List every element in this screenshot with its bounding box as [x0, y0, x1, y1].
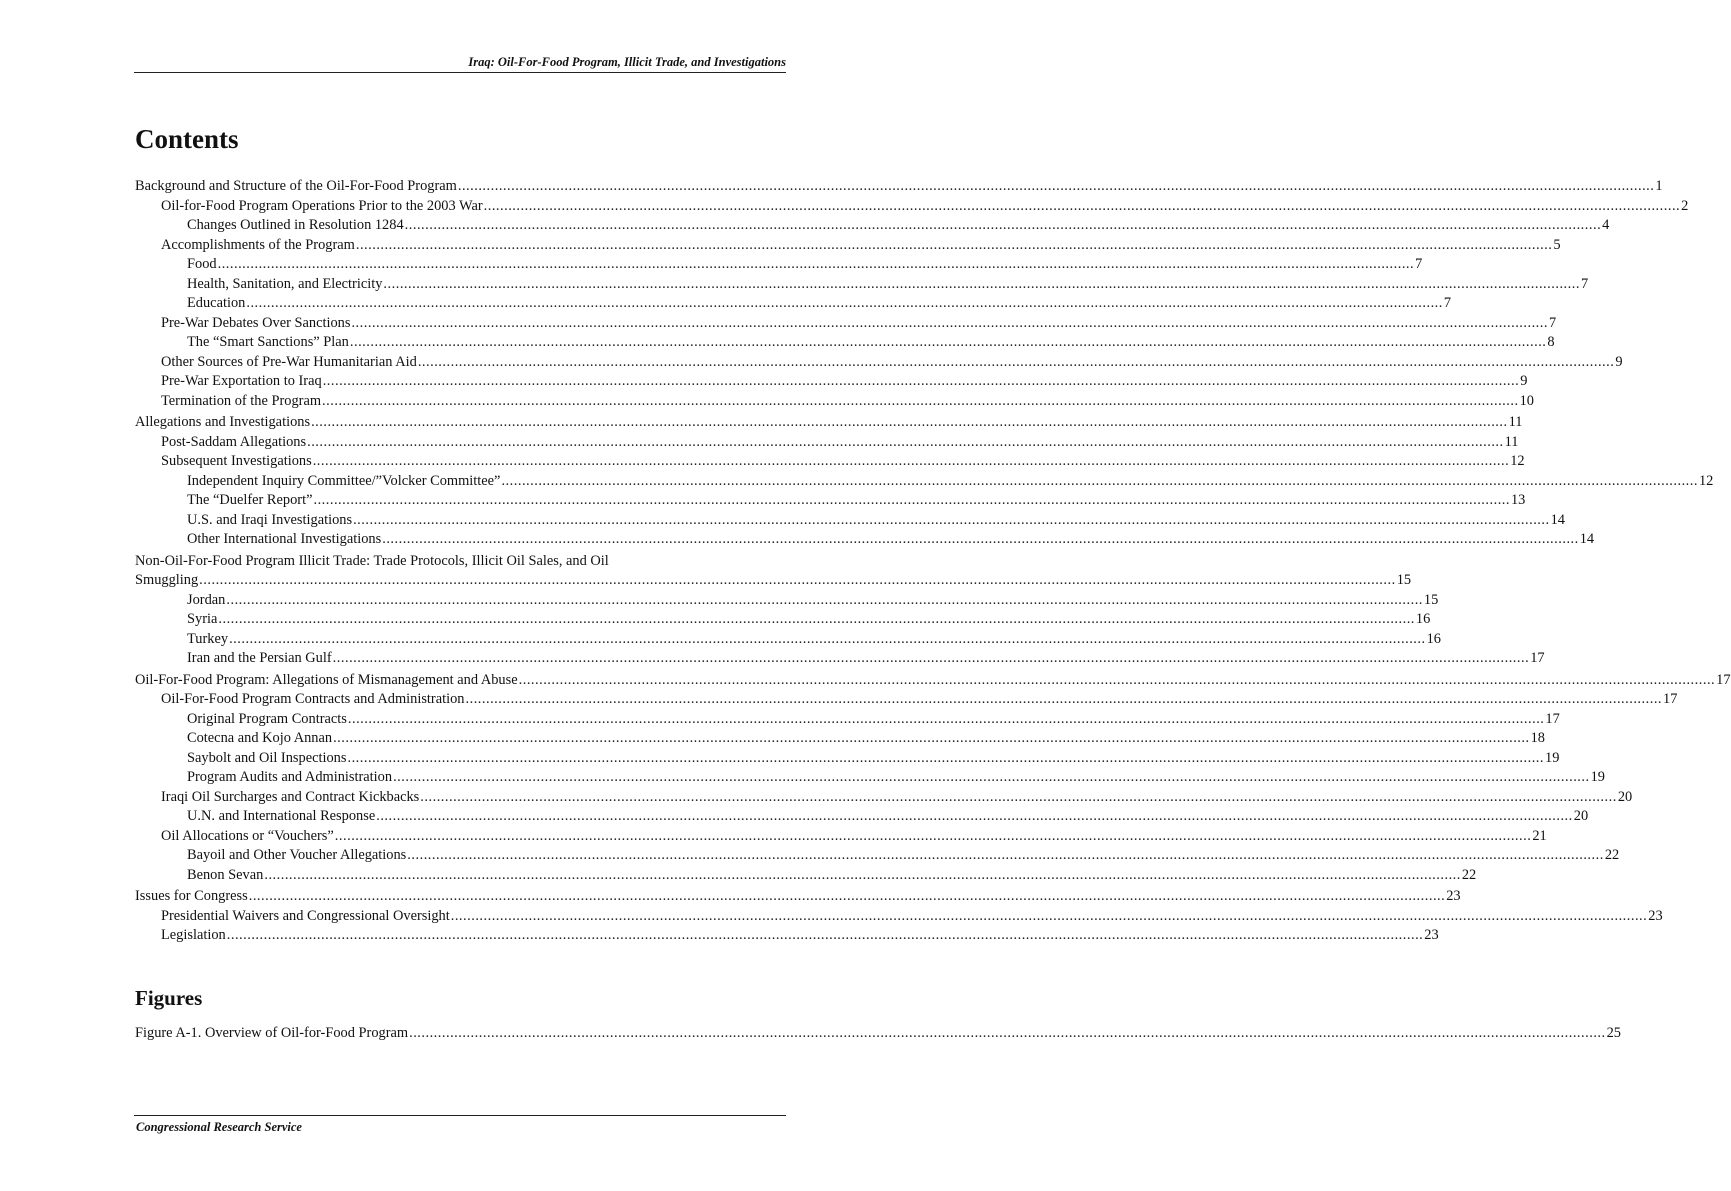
toc-entry-title: Pre-War Debates Over Sanctions: [161, 314, 351, 331]
toc-entry[interactable]: [135, 333, 1555, 353]
footer-text: Congressional Research Service: [136, 1120, 302, 1134]
dot-leader: [519, 671, 1716, 691]
toc-entry[interactable]: [135, 530, 1595, 550]
dot-leader: [376, 807, 1573, 827]
toc-entry-page: 19: [1590, 769, 1605, 785]
toc-entry-page: 2: [1681, 197, 1689, 214]
toc-entry-page: 7: [1415, 256, 1423, 272]
toc-entry[interactable]: [135, 671, 1731, 691]
toc-entry-page: 17: [1716, 671, 1731, 688]
toc-entry[interactable]: [135, 610, 1431, 630]
toc-entry-title: Jordan: [187, 591, 226, 608]
toc-entry-page: 25: [1606, 1025, 1621, 1041]
dot-leader: [382, 530, 1579, 550]
toc-entry-title: Issues for Congress: [135, 888, 248, 904]
toc-entry-page: 20: [1617, 788, 1633, 805]
dot-leader: [451, 907, 1648, 927]
toc-entry-title: Bayoil and Other Voucher Allegations: [187, 847, 407, 863]
toc-entry-title: Other Sources of Pre-War Humanitarian Aid: [161, 353, 417, 370]
toc-entry-title: U.S. and Iraqi Investigations: [187, 511, 353, 528]
toc-entry-title: Education: [187, 295, 246, 311]
toc-entry-page: 22: [1604, 847, 1620, 863]
toc-entry-title: Presidential Waivers and Congressional Oversight: [161, 907, 450, 924]
toc-entry-title: Changes Outlined in Resolution 1284: [187, 217, 404, 233]
toc-entry-page: 15: [1423, 591, 1439, 608]
toc-entry[interactable]: [135, 1024, 1621, 1044]
toc-entry[interactable]: [135, 749, 1560, 769]
dot-leader: [418, 353, 1615, 373]
toc-entry[interactable]: [135, 846, 1620, 866]
toc-entry[interactable]: [135, 472, 1714, 492]
toc-entry-page: 8: [1547, 334, 1555, 350]
dot-leader: [333, 649, 1530, 669]
toc-entry-page: 12: [1510, 453, 1525, 469]
toc-entry-title: Iran and the Persian Gulf: [187, 650, 332, 666]
toc-entry[interactable]: [135, 807, 1589, 827]
toc-entry-title: Independent Inquiry Committee/”Volcker Committee”: [187, 472, 501, 489]
toc-entry-page: 11: [1504, 433, 1519, 450]
toc-entry-title: Health, Sanitation, and Electricity: [187, 275, 383, 292]
dot-leader: [246, 294, 1443, 314]
toc-entry[interactable]: [135, 591, 1439, 611]
toc-entry-page: 16: [1426, 630, 1441, 647]
toc-entry-title: Pre-War Exportation to Iraq: [161, 373, 322, 389]
toc-entry-page: 4: [1602, 217, 1610, 233]
toc-entry[interactable]: [135, 314, 1557, 334]
toc-entry-title: Program Audits and Administration: [187, 769, 393, 785]
dot-leader: [458, 177, 1655, 197]
toc-entry-page: 12: [1698, 472, 1714, 489]
toc-entry-page: 21: [1532, 827, 1547, 844]
toc-entry-page: 7: [1548, 314, 1557, 331]
toc-entry-title: Oil-For-Food Program Contracts and Administration: [161, 691, 465, 707]
toc-entry-page: 7: [1443, 295, 1452, 311]
toc-entry-title: Other International Investigations: [187, 531, 382, 547]
dot-leader: [501, 472, 1698, 492]
dot-leader: [356, 236, 1553, 256]
toc-entry[interactable]: [135, 827, 1547, 847]
dot-leader: [466, 690, 1663, 710]
toc-entry-page: 19: [1545, 749, 1560, 766]
dot-leader: [311, 413, 1508, 433]
toc-entry-page: 13: [1510, 492, 1526, 508]
toc-entry-title: Food: [187, 256, 217, 272]
toc-entry-title: Oil Allocations or “Vouchers”: [161, 827, 334, 844]
toc-entry[interactable]: [135, 392, 1534, 412]
toc-entry-title: Accomplishments of the Program: [161, 236, 355, 253]
dot-leader: [351, 314, 1548, 334]
toc-entry[interactable]: [135, 768, 1605, 788]
toc-entry-page: 16: [1415, 611, 1431, 627]
toc-entry-title: The “Smart Sanctions” Plan: [187, 334, 349, 350]
toc-entry-title: Oil-for-Food Program Operations Prior to the 2003 War: [161, 197, 483, 214]
toc-entry[interactable]: [135, 729, 1545, 749]
toc-entry[interactable]: [135, 433, 1519, 453]
toc-entry-title: Post-Saddam Allegations: [161, 433, 307, 450]
dot-leader: [218, 610, 1415, 630]
toc-entry[interactable]: [135, 511, 1565, 531]
toc-entry-title-line1[interactable]: Non-Oil-For-Food Program Illicit Trade: Trade Protocols, Illicit Oil Sales, and Oil: [135, 552, 609, 569]
figures-heading: Figures: [135, 986, 203, 1010]
toc-entry-page: 23: [1424, 927, 1439, 943]
toc-entry-page: 23: [1446, 888, 1461, 904]
toc-entry-title: Original Program Contracts: [187, 710, 347, 727]
toc-entry-page: 20: [1573, 808, 1589, 824]
toc-entry-page: 17: [1530, 650, 1545, 666]
toc-entry-title: U.N. and International Response: [187, 808, 376, 824]
toc-entry-page: 18: [1530, 730, 1545, 746]
dot-leader: [313, 491, 1510, 511]
dot-leader: [199, 571, 1396, 591]
toc-entry-page: 22: [1461, 866, 1477, 883]
toc-entry[interactable]: [135, 236, 1561, 256]
dot-leader: [227, 926, 1424, 946]
toc-entry-page: 14: [1579, 531, 1595, 547]
toc-entry[interactable]: [135, 255, 1423, 275]
dot-leader: [226, 591, 1423, 611]
toc-entry[interactable]: [135, 177, 1663, 197]
toc-entry-title: Turkey: [187, 630, 229, 647]
toc-entry-title: Smuggling: [135, 572, 199, 588]
toc-entry-title: Allegations and Investigations: [135, 414, 311, 430]
dot-leader: [333, 729, 1530, 749]
toc-entry[interactable]: [135, 275, 1589, 295]
dot-leader: [229, 630, 1426, 650]
toc-entry-title: Iraqi Oil Surcharges and Contract Kickbacks: [161, 788, 420, 805]
toc-entry[interactable]: [135, 491, 1526, 511]
header-rule: [134, 72, 786, 73]
list-of-figures: [135, 1024, 1621, 1044]
toc-entry[interactable]: [135, 630, 1441, 650]
toc-entry-page: 17: [1663, 691, 1678, 707]
toc-entry-page: 10: [1519, 392, 1534, 409]
dot-leader: [407, 846, 1604, 866]
toc-entry-title: The “Duelfer Report”: [187, 492, 313, 508]
toc-entry[interactable]: [135, 710, 1560, 730]
dot-leader: [322, 392, 1519, 412]
toc-entry-title: Termination of the Program: [161, 392, 322, 409]
footer-rule: [134, 1115, 786, 1116]
toc-entry-title: Background and Structure of the Oil-For-Food Program: [135, 178, 457, 194]
running-header: Iraq: Oil-For-Food Program, Illicit Trade, and Investigations: [468, 55, 786, 69]
toc-entry[interactable]: [135, 372, 1528, 392]
toc-entry[interactable]: [135, 907, 1663, 927]
dot-leader: [353, 511, 1550, 531]
toc-entry-title: Subsequent Investigations: [161, 453, 312, 469]
toc-entry[interactable]: [135, 926, 1439, 946]
toc-entry[interactable]: [135, 690, 1678, 710]
toc-entry-title: Saybolt and Oil Inspections: [187, 749, 347, 766]
toc-entry[interactable]: [135, 294, 1452, 314]
dot-leader: [323, 372, 1520, 392]
toc-entry-title: Syria: [187, 611, 218, 627]
dot-leader: [420, 788, 1617, 808]
toc-entry-page: 9: [1520, 373, 1528, 389]
dot-leader: [249, 887, 1446, 907]
toc-entry-title: Figure A-1. Overview of Oil-for-Food Program: [135, 1025, 409, 1041]
toc-entry-title: Cotecna and Kojo Annan: [187, 730, 333, 746]
toc-entry-page: 9: [1615, 353, 1623, 370]
dot-leader: [335, 827, 1532, 847]
toc-entry-page: 23: [1648, 907, 1663, 924]
toc-entry-page: 5: [1553, 236, 1561, 253]
toc-entry-page: 7: [1580, 275, 1589, 292]
toc-entry[interactable]: [135, 571, 1412, 591]
toc-entry[interactable]: [135, 197, 1689, 217]
dot-leader: [409, 1024, 1606, 1044]
dot-leader: [313, 452, 1510, 472]
toc-entry-title: Oil-For-Food Program: Allegations of Mismanagement and Abuse: [135, 671, 518, 688]
toc-entry[interactable]: [135, 452, 1525, 472]
toc-entry-page: 17: [1545, 710, 1560, 727]
dot-leader: [383, 275, 1580, 295]
table-of-contents: [135, 177, 1731, 946]
dot-leader: [484, 197, 1681, 217]
dot-leader: [405, 216, 1602, 236]
dot-leader: [347, 749, 1544, 769]
toc-entry[interactable]: [135, 887, 1461, 907]
toc-entry[interactable]: [135, 216, 1610, 236]
toc-entry-title: Benon Sevan: [187, 866, 264, 883]
dot-leader: [350, 333, 1547, 353]
dot-leader: [393, 768, 1590, 788]
dot-leader: [307, 433, 1504, 453]
toc-entry[interactable]: [135, 413, 1523, 433]
dot-leader: [264, 866, 1461, 886]
toc-entry[interactable]: [135, 353, 1623, 373]
toc-entry-page: 15: [1396, 572, 1412, 588]
toc-entry[interactable]: [135, 788, 1633, 808]
toc-entry-title: Legislation: [161, 927, 226, 943]
dot-leader: [218, 255, 1415, 275]
toc-entry-page: 1: [1655, 178, 1663, 194]
contents-heading: Contents: [135, 124, 239, 154]
toc-entry-page: 14: [1550, 511, 1565, 528]
toc-entry[interactable]: [135, 649, 1545, 669]
toc-entry-page: 11: [1508, 414, 1523, 430]
dot-leader: [348, 710, 1545, 730]
toc-entry[interactable]: [135, 866, 1477, 886]
